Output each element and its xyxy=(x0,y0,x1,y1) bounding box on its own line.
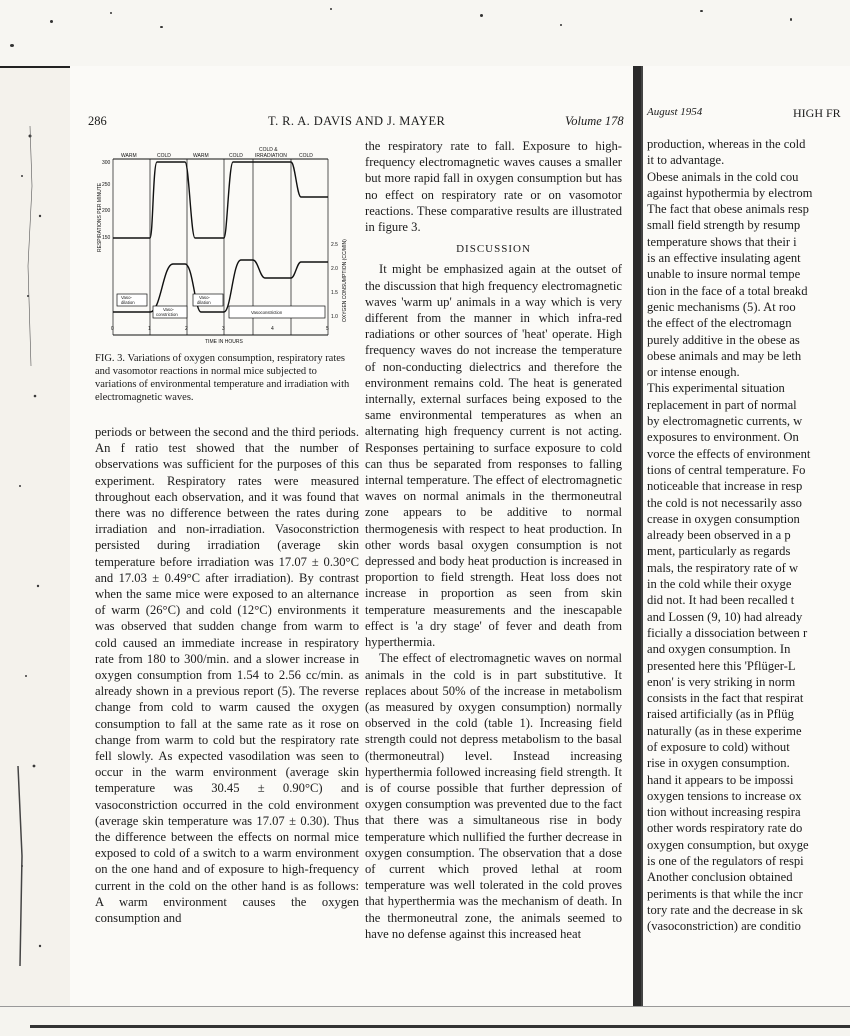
facing-line: the cold is not necessarily asso xyxy=(647,495,802,510)
facing-line: (vasoconstriction) are conditio xyxy=(647,919,801,934)
discussion-paragraph-1: It might be emphasized again at the outset of the discussion that high frequency electromagnetic waves 'warm up' animals in a way which is very different from the manner in which infra-red radiations or other sources of 'heat' operate. High frequency waves do not increase the temperature of non-conducting dielectrics and therefore the environment remains cold. The heat is generated internally, external surfaces being exposed to the same environmental temperatures as when an alternating high frequency current is not acting. Responses pertaining to surface exposure to cold can thus be separated from responses to falling internal temperature. The effect of electromagnetic waves on normal animals in the thermoneutral zone appears to be additive to normal thermogenesis with respect to heat production. In other words basal oxygen consumption is not depressed and body heat production is increased in proportion to field strength. Heat loss does not increase in proportion as seen from skin temperature measurements and the inescapable effect is 'a dry stage' of fever and death from hyperthermia. xyxy=(365,262,622,650)
facing-line: oxygen consumption, but oxyge xyxy=(647,837,809,852)
page-number: 286 xyxy=(88,114,107,128)
right-tick: 1.5 xyxy=(331,290,338,296)
facing-line: temperature shows that their i xyxy=(647,234,797,249)
facing-line: genic mechanisms (5). At roo xyxy=(647,299,796,314)
x-tick: 0 xyxy=(111,326,114,332)
facing-line: ficially a dissociation between r xyxy=(647,625,808,640)
facing-date: August 1954 xyxy=(647,106,703,118)
left-tick: 300 xyxy=(102,160,111,166)
facing-line: obese animals and may be leth xyxy=(647,348,802,363)
page-gutter xyxy=(633,66,641,1006)
left-tick: 200 xyxy=(102,208,111,214)
left-column xyxy=(95,424,359,926)
facing-line: enon' is very striking in norm xyxy=(647,674,796,689)
figure-3 xyxy=(95,142,355,347)
scan-bottom-margin xyxy=(0,1006,850,1036)
discussion-paragraph-2: The effect of electromagnetic waves on normal animals in the cold is in part substitutive. It replaces about 50% of the increase in metabolism (as measured by oxygen consumption) normally observed in the cold (table 1). Increasing field strength could not depress metabolism to the basal (thermoneutral) level. Instead increasing hyperthermia followed increasing field strength. It is of course possible that further depression of oxygen consumption was prevented due to the fact that there was a simultaneous rise in body temperature which nullified the further decrease in oxygen consumption. The observation that a dose of current which proved lethal at room temperature was well tolerated in the cold proves that hyperthermia was the mechanism of death. In the thermoneutral zone, the animals seemed to have no defense against this increased heat xyxy=(365,651,622,941)
facing-line: periments is that while the incr xyxy=(647,886,803,901)
svg-text:dilation: dilation xyxy=(197,300,211,305)
facing-line: did not. It had been recalled t xyxy=(647,593,795,608)
facing-line: the effect of the electromagn xyxy=(647,316,792,331)
facing-line: of exposure to cold) without xyxy=(647,739,790,754)
running-head: T. R. A. DAVIS AND J. MAYER xyxy=(268,114,446,128)
facing-line: tions of central temperature. Fo xyxy=(647,462,806,477)
vasomotor-box: Vaso- xyxy=(121,295,132,300)
left-axis-label: RESPIRATIONS PER MINUTE xyxy=(97,182,103,252)
facing-line: mals, the respiratory rate of w xyxy=(647,560,799,575)
phase-label: WARM xyxy=(193,153,209,159)
facing-line: Obese animals in the cold cou xyxy=(647,169,799,184)
phase-label: COLD xyxy=(157,153,171,159)
respiration-curve xyxy=(113,162,328,238)
facing-line: by electromagnetic currents, w xyxy=(647,414,803,429)
facing-line: against hypothermia by electrom xyxy=(647,185,813,200)
vasomotor-box: Vaso- xyxy=(163,307,174,312)
facing-line: production, whereas in the cold xyxy=(647,137,806,151)
facing-title: HIGH FR xyxy=(793,106,841,120)
vasomotor-box: Vaso- xyxy=(199,295,210,300)
facing-line: This experimental situation xyxy=(647,381,785,396)
facing-line: Another conclusion obtained xyxy=(647,870,793,885)
phase-label: COLD xyxy=(299,153,313,159)
facing-line: vorce the effects of environment xyxy=(647,446,811,461)
phase-label: IRRADIATION xyxy=(255,153,287,159)
facing-line: and oxygen consumption. In xyxy=(647,642,791,657)
left-tick: 150 xyxy=(102,235,111,241)
x-axis-label: TIME IN HOURS xyxy=(205,339,243,345)
facing-line: or intense enough. xyxy=(647,365,740,380)
facing-line: purely additive in the obese as xyxy=(647,332,800,347)
vasomotor-box: Vasoconstriction xyxy=(251,310,283,315)
right-tick: 2.5 xyxy=(331,242,338,248)
scan-top-margin xyxy=(0,0,850,68)
middle-intro: the respiratory rate to fall. Exposure to high-frequency electromagnetic waves causes a smaller but more rapid fall in oxygen consumption but has no effect on respiratory rate or on vasomotor reactions. These comparative results are illustrated in figure 3. xyxy=(365,139,622,235)
left-tick: 250 xyxy=(102,182,111,188)
phase-label: COLD & xyxy=(259,147,278,153)
volume-label: Volume 178 xyxy=(565,114,624,128)
facing-line: The fact that obese animals resp xyxy=(647,202,809,217)
phase-label: WARM xyxy=(121,153,137,159)
facing-line: is one of the regulators of respi xyxy=(647,854,804,869)
facing-line: tory rate and the decrease in sk xyxy=(647,902,803,917)
right-axis-label: OXYGEN CONSUMPTION (CC/MIN) xyxy=(342,239,348,322)
svg-text:constriction: constriction xyxy=(156,312,178,317)
facing-line: presented here this 'Pflüger-L xyxy=(647,658,796,673)
left-paragraph: periods or between the second and the third periods. An f ratio test showed that the number of observations was sufficient for the purposes of this experiment. Respiratory rates were measured throughout each observation, and it was found that there was no difference between the rates during irradiation and non-irradiation. Vasoconstriction persisted during irradiation (average skin temperature before irradiation was 17.07 ± 0.30°C and 17.03 ± 0.49°C after irradiation). By contrast when the same mice were exposed to an alternance of warm (26°C) and cold (12°C) environments it was observed that sudden change from warm to cold caused an immediate increase in respiratory rate from 180 to 300/min. and a slower increase in oxygen consumption from 1.54 to 2.56 cc/min. as already shown in a previous report (5). The reverse change from cold to warm caused the oxygen consumption to fall at the same rate as it rose on change from warm to cold but the respiratory rate fell slowly. As expected vasodilation was seen to occur in the warm environment (average skin temperature was 30.45 ± 0.90°C) and vasoconstriction occurred in the cold environment (average skin temperature was 17.07 ± 0.30). Thus the difference between the effects on normal mice exposed to cold of a switch to a warm environment on the one hand and of exposure to high-frequency current in the cold on the other hand is as follows: A warm environment causes the oxygen consumption and xyxy=(95,425,359,926)
facing-line: ment, particularly as regards xyxy=(647,544,791,559)
facing-line: crease in oxygen consumption xyxy=(647,511,800,526)
facing-line: naturally (as in these experime xyxy=(647,723,802,738)
x-tick: 4 xyxy=(271,326,274,332)
facing-line: in the cold while their oxyge xyxy=(647,577,792,592)
facing-line: raised artificially (as in Pflüg xyxy=(647,707,794,722)
facing-line: rise in oxygen consumption. xyxy=(647,756,790,771)
facing-line: hand it appears to be impossi xyxy=(647,772,794,787)
facing-line: oxygen tensions to increase ox xyxy=(647,788,802,803)
section-heading: DISCUSSION xyxy=(456,243,531,256)
facing-line: already been observed in a p xyxy=(647,528,791,543)
facing-line: tion in the face of a total breakd xyxy=(647,283,808,298)
right-tick: 1.0 xyxy=(331,314,338,320)
right-tick: 2.0 xyxy=(331,266,338,272)
facing-line: other words respiratory rate do xyxy=(647,821,803,836)
scan-left-edge xyxy=(0,66,60,1016)
x-tick: 5 xyxy=(326,326,329,332)
phase-label: COLD xyxy=(229,153,243,159)
facing-line: tion without increasing respira xyxy=(647,805,801,820)
x-tick: 3 xyxy=(222,326,225,332)
svg-text:dilation: dilation xyxy=(121,300,135,305)
facing-line: is an effective insulating agent xyxy=(647,251,801,266)
facing-line: noticeable that increase in resp xyxy=(647,479,803,494)
facing-line: it to advantage. xyxy=(647,153,725,168)
facing-line: exposures to environment. On xyxy=(647,430,799,445)
facing-line: unable to insure normal tempe xyxy=(647,267,801,282)
facing-column xyxy=(647,136,850,935)
facing-page xyxy=(641,66,850,1006)
facing-line: and Lossen (9, 10) had already xyxy=(647,609,803,624)
facing-line: replacement in part of normal xyxy=(647,397,797,412)
x-tick: 2 xyxy=(185,326,188,332)
facing-line: consists in the fact that respirat xyxy=(647,691,804,706)
x-tick: 1 xyxy=(148,326,151,332)
middle-column xyxy=(365,138,622,942)
facing-line: small field strength by resump xyxy=(647,218,801,233)
figure-caption: FIG. 3. Variations of oxygen consumption, respiratory rates and vasomotor reactions in normal mice subjected to variations of environmental temperature and irradiation with electromagnetic waves. xyxy=(95,353,350,403)
